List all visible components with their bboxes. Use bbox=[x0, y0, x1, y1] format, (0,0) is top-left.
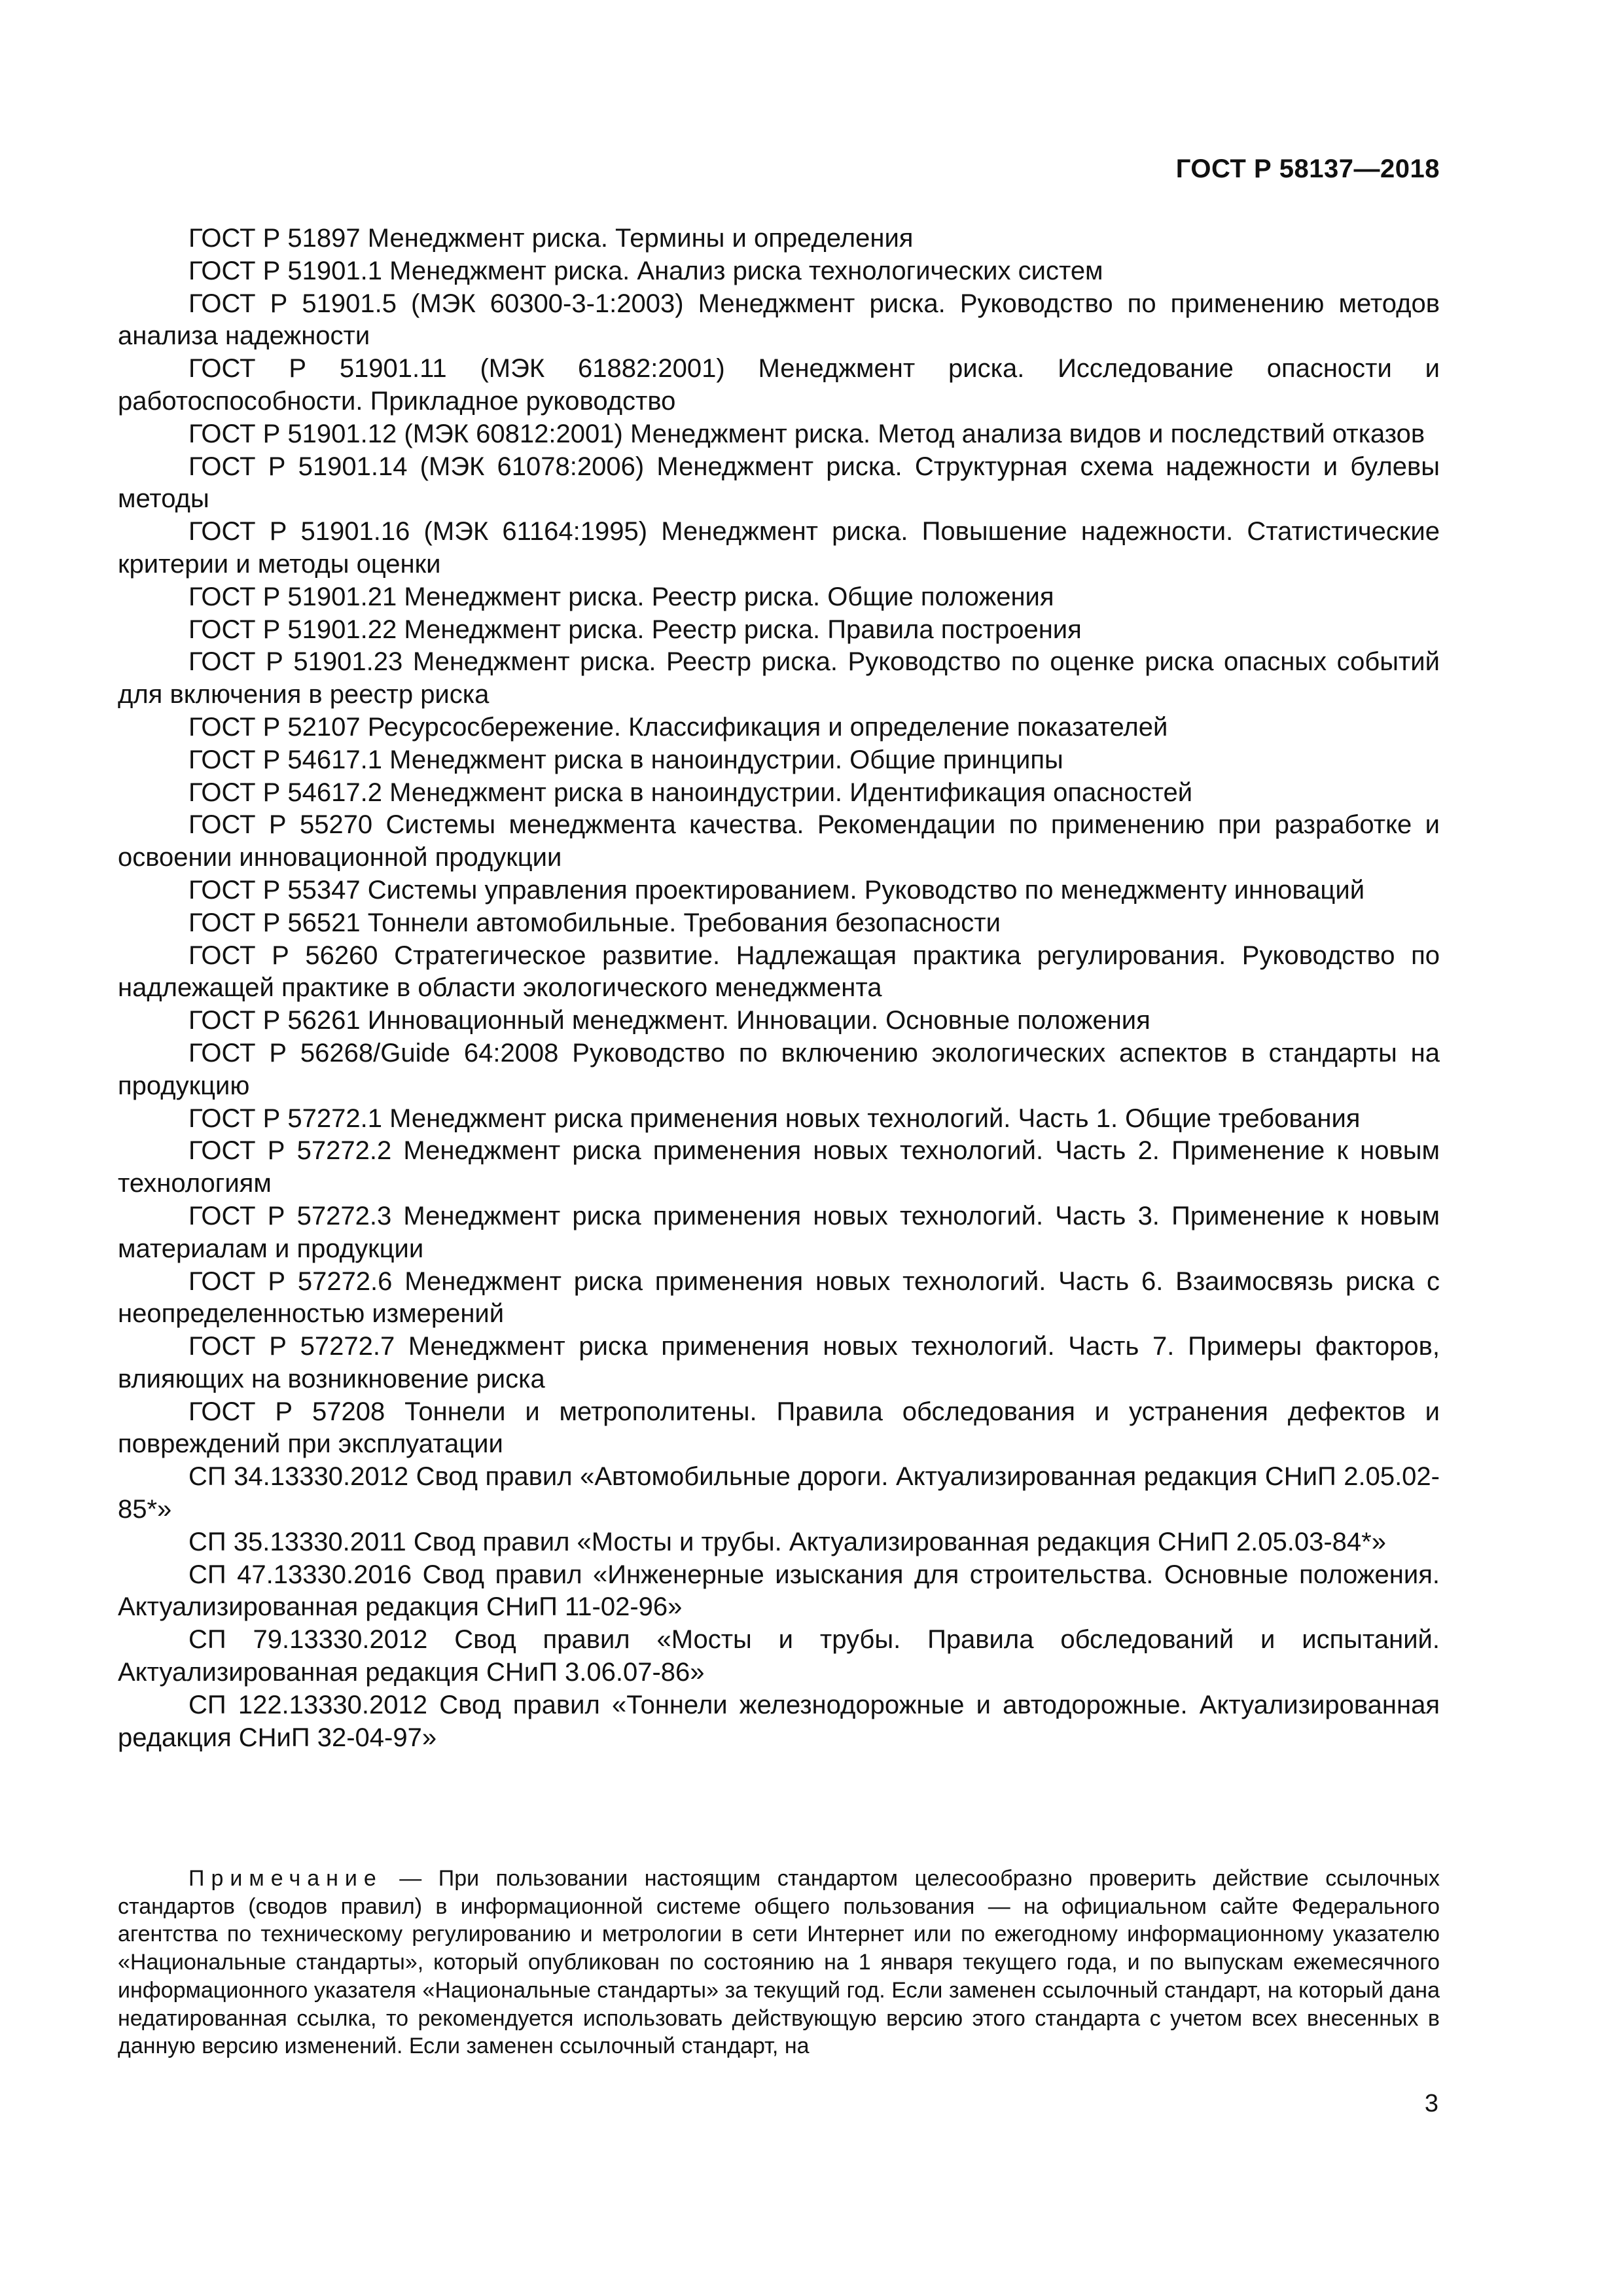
reference-item: ГОСТ Р 51901.14 (МЭК 61078:2006) Менеджмент риска. Структурная схема надежности и булевы методы bbox=[118, 452, 1440, 514]
note-label: Примечание bbox=[188, 1866, 383, 1891]
reference-item: ГОСТ Р 57272.7 Менеджмент риска применения новых технологий. Часть 7. Примеры факторов, влияющих на возникновение риска bbox=[118, 1332, 1440, 1393]
reference-item: ГОСТ Р 51901.16 (МЭК 61164:1995) Менеджмент риска. Повышение надежности. Статистические критерии и методы оценки bbox=[118, 517, 1440, 579]
reference-item: СП 79.13330.2012 Свод правил «Мосты и трубы. Правила обследований и испытаний. Актуализированная редакция СНиП 3.06.07-86» bbox=[118, 1625, 1440, 1687]
reference-item: СП 47.13330.2016 Свод правил «Инженерные изыскания для строительства. Основные положения. Актуализированная редакция СНиП 11-02-96» bbox=[118, 1560, 1440, 1622]
reference-item: ГОСТ Р 57272.6 Менеджмент риска применения новых технологий. Часть 6. Взаимосвязь риска с неопределенностью измерений bbox=[118, 1266, 1440, 1329]
reference-item: ГОСТ Р 51901.12 (МЭК 60812:2001) Менеджмент риска. Метод анализа видов и последствий отказов bbox=[188, 419, 1425, 448]
reference-item: ГОСТ Р 51897 Менеджмент риска. Термины и определения bbox=[188, 224, 914, 253]
note-paragraph bbox=[118, 1865, 1440, 2060]
reference-item: ГОСТ Р 57272.2 Менеджмент риска применения новых технологий. Часть 2. Применение к новым технологиям bbox=[118, 1136, 1440, 1198]
reference-item: ГОСТ Р 56521 Тоннели автомобильные. Требования безопасности bbox=[188, 908, 1001, 937]
reference-item: ГОСТ Р 56260 Стратегическое развитие. Надлежащая практика регулирования. Руководство по надлежащей практике в области экологического менеджмента bbox=[118, 941, 1440, 1003]
reference-item: СП 34.13330.2012 Свод правил «Автомобильные дороги. Актуализированная редакция СНиП 2.05.02-85*» bbox=[118, 1462, 1440, 1524]
reference-item: СП 122.13330.2012 Свод правил «Тоннели железнодорожные и автодорожные. Актуализированная редакция СНиП 32-04-97» bbox=[118, 1690, 1440, 1752]
references-list bbox=[118, 223, 1440, 1754]
reference-item: ГОСТ Р 56261 Инновационный менеджмент. Инновации. Основные положения bbox=[188, 1006, 1150, 1035]
reference-item: ГОСТ Р 52107 Ресурсосбережение. Классификация и определение показателей bbox=[188, 712, 1168, 742]
reference-item: ГОСТ Р 51901.22 Менеджмент риска. Реестр риска. Правила построения bbox=[188, 615, 1082, 644]
reference-item: ГОСТ Р 57272.3 Менеджмент риска применения новых технологий. Часть 3. Применение к новым материалам и продукции bbox=[118, 1201, 1440, 1263]
note-body: — При пользовании настоящим стандартом целесообразно проверить действие ссылочных стандартов (сводов правил) в информационной системе общего пользования — на официальном сайте Федерального агентства по техническому регулированию и метрологии в сети Интернет или по ежегодному информационному указателю «Национальные стандарты», который опубликован по состоянию на 1 января текущего года, и по выпускам ежемесячного информационного указателя «Национальные стандарты» за текущий год. Если заменен ссылочный стандарт, на который дана недатированная ссылка, то рекомендуется использовать действующую версию этого стандарта с учетом всех внесенных в данную версию изменений. Если заменен ссылочный стандарт, на bbox=[118, 1866, 1440, 2059]
reference-item: ГОСТ Р 51901.5 (МЭК 60300-3-1:2003) Менеджмент риска. Руководство по применению методов анализа надежности bbox=[118, 289, 1440, 351]
reference-item: ГОСТ Р 51901.23 Менеджмент риска. Реестр риска. Руководство по оценке риска опасных событий для включения в реестр риска bbox=[118, 647, 1440, 709]
reference-item: ГОСТ Р 51901.21 Менеджмент риска. Реестр риска. Общие положения bbox=[188, 582, 1054, 611]
reference-item: ГОСТ Р 54617.2 Менеджмент риска в наноиндустрии. Идентификация опасностей bbox=[188, 778, 1193, 807]
page-number: 3 bbox=[1424, 2090, 1438, 2117]
reference-item: ГОСТ Р 51901.1 Менеджмент риска. Анализ риска технологических систем bbox=[188, 256, 1103, 285]
reference-item: ГОСТ Р 55270 Системы менеджмента качества. Рекомендации по применению при разработке и освоении инновационной продукции bbox=[118, 810, 1440, 872]
note-block bbox=[118, 1865, 1440, 2060]
reference-item: ГОСТ Р 57272.1 Менеджмент риска применения новых технологий. Часть 1. Общие требования bbox=[188, 1103, 1361, 1133]
reference-item: ГОСТ Р 57208 Тоннели и метрополитены. Правила обследования и устранения дефектов и повреждений при эксплуатации bbox=[118, 1397, 1440, 1459]
reference-item: ГОСТ Р 56268/Guide 64:2008 Руководство по включению экологических аспектов в стандарты на продукцию bbox=[118, 1038, 1440, 1100]
reference-item: ГОСТ Р 54617.1 Менеджмент риска в наноиндустрии. Общие принципы bbox=[188, 745, 1063, 774]
reference-item: ГОСТ Р 55347 Системы управления проектированием. Руководство по менеджменту инноваций bbox=[188, 875, 1365, 905]
document-header: ГОСТ Р 58137—2018 bbox=[1175, 154, 1440, 183]
reference-item: СП 35.13330.2011 Свод правил «Мосты и трубы. Актуализированная редакция СНиП 2.05.03-84*» bbox=[188, 1527, 1386, 1556]
reference-item: ГОСТ Р 51901.11 (МЭК 61882:2001) Менеджмент риска. Исследование опасности и работоспособности. Прикладное руководство bbox=[118, 354, 1440, 416]
